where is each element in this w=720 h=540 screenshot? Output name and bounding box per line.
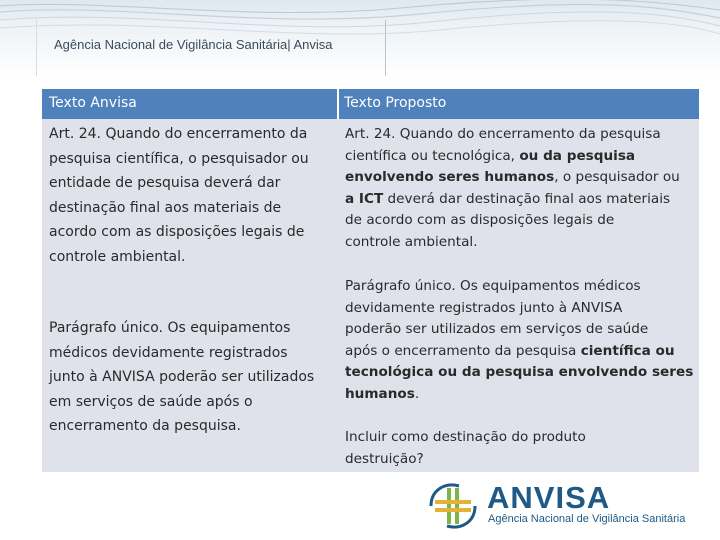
text-line: pesquisa científica, o pesquisador ou: [49, 150, 309, 167]
anvisa-paragrafo-unico: [49, 316, 334, 439]
text-line: junto à ANVISA poderão ser utilizados: [49, 369, 315, 385]
header-divider: [337, 89, 339, 119]
text-line: [345, 167, 695, 189]
text-line: Incluir como destinação do produto: [345, 429, 586, 445]
text-span: , o pesquisador ou: [554, 169, 680, 185]
bold-span: humanos: [345, 385, 415, 402]
proposto-note: [345, 427, 695, 470]
bold-span: científica ou: [580, 342, 675, 359]
header-band: [0, 0, 720, 78]
text-line: em serviços de saúde após o: [49, 393, 253, 410]
text-line: acordo com as disposições legais de: [49, 224, 305, 240]
proposto-article-24: [345, 124, 695, 253]
text-line: Parágrafo único. Os equipamentos: [49, 320, 291, 336]
text-line: médicos devidamente registrados: [49, 344, 288, 361]
text-line: entidade de pesquisa deverá dar: [49, 175, 281, 191]
text-line: [345, 189, 695, 211]
text-line: Art. 24. Quando do encerramento da: [49, 126, 308, 142]
text-line: tecnológica ou da pesquisa envolvendo seres: [345, 364, 694, 380]
text-line: Parágrafo único. Os equipamentos médicos: [345, 278, 641, 294]
text-line: destruição?: [345, 450, 424, 467]
column-header-proposto: Texto Proposto: [344, 95, 447, 111]
anvisa-logo: [425, 478, 715, 534]
text-line: encerramento da pesquisa.: [49, 418, 241, 434]
header-title: Agência Nacional de Vigilância Sanitária| Anvisa: [54, 37, 333, 52]
text-line: controle ambiental.: [345, 233, 478, 250]
column-header-anvisa: Texto Anvisa: [49, 95, 137, 111]
bold-span: ou da pesquisa: [519, 147, 636, 164]
text-line: poderão ser utilizados em serviços de saúde: [345, 321, 649, 337]
text-span: deverá dar destinação final aos materiais: [383, 190, 671, 207]
anvisa-article-24: [49, 122, 334, 269]
text-span: após o encerramento da pesquisa: [345, 342, 581, 359]
text-line: [345, 146, 695, 168]
text-line: [345, 341, 695, 363]
table-header-row: [42, 89, 699, 119]
text-span: .: [414, 385, 420, 402]
text-line: destinação final aos materiais de: [49, 199, 282, 216]
text-span: científica ou tecnológica,: [345, 147, 520, 164]
bold-span: envolvendo seres humanos: [345, 169, 555, 185]
bold-span: a ICT: [345, 190, 384, 207]
text-line: de acordo com as disposições legais de: [345, 212, 615, 228]
text-line: devidamente registrados junto à ANVISA: [345, 299, 623, 316]
proposto-paragrafo-unico: [345, 276, 695, 405]
text-line: [345, 384, 695, 406]
logo-subtitle: Agência Nacional de Vigilância Sanitária: [488, 513, 686, 525]
logo-wordmark: ANVISA: [487, 480, 611, 515]
text-line: controle ambiental.: [49, 248, 186, 265]
comparison-table: [42, 89, 699, 472]
anvisa-emblem-icon: [425, 478, 481, 534]
text-line: Art. 24. Quando do encerramento da pesquisa: [345, 126, 661, 142]
